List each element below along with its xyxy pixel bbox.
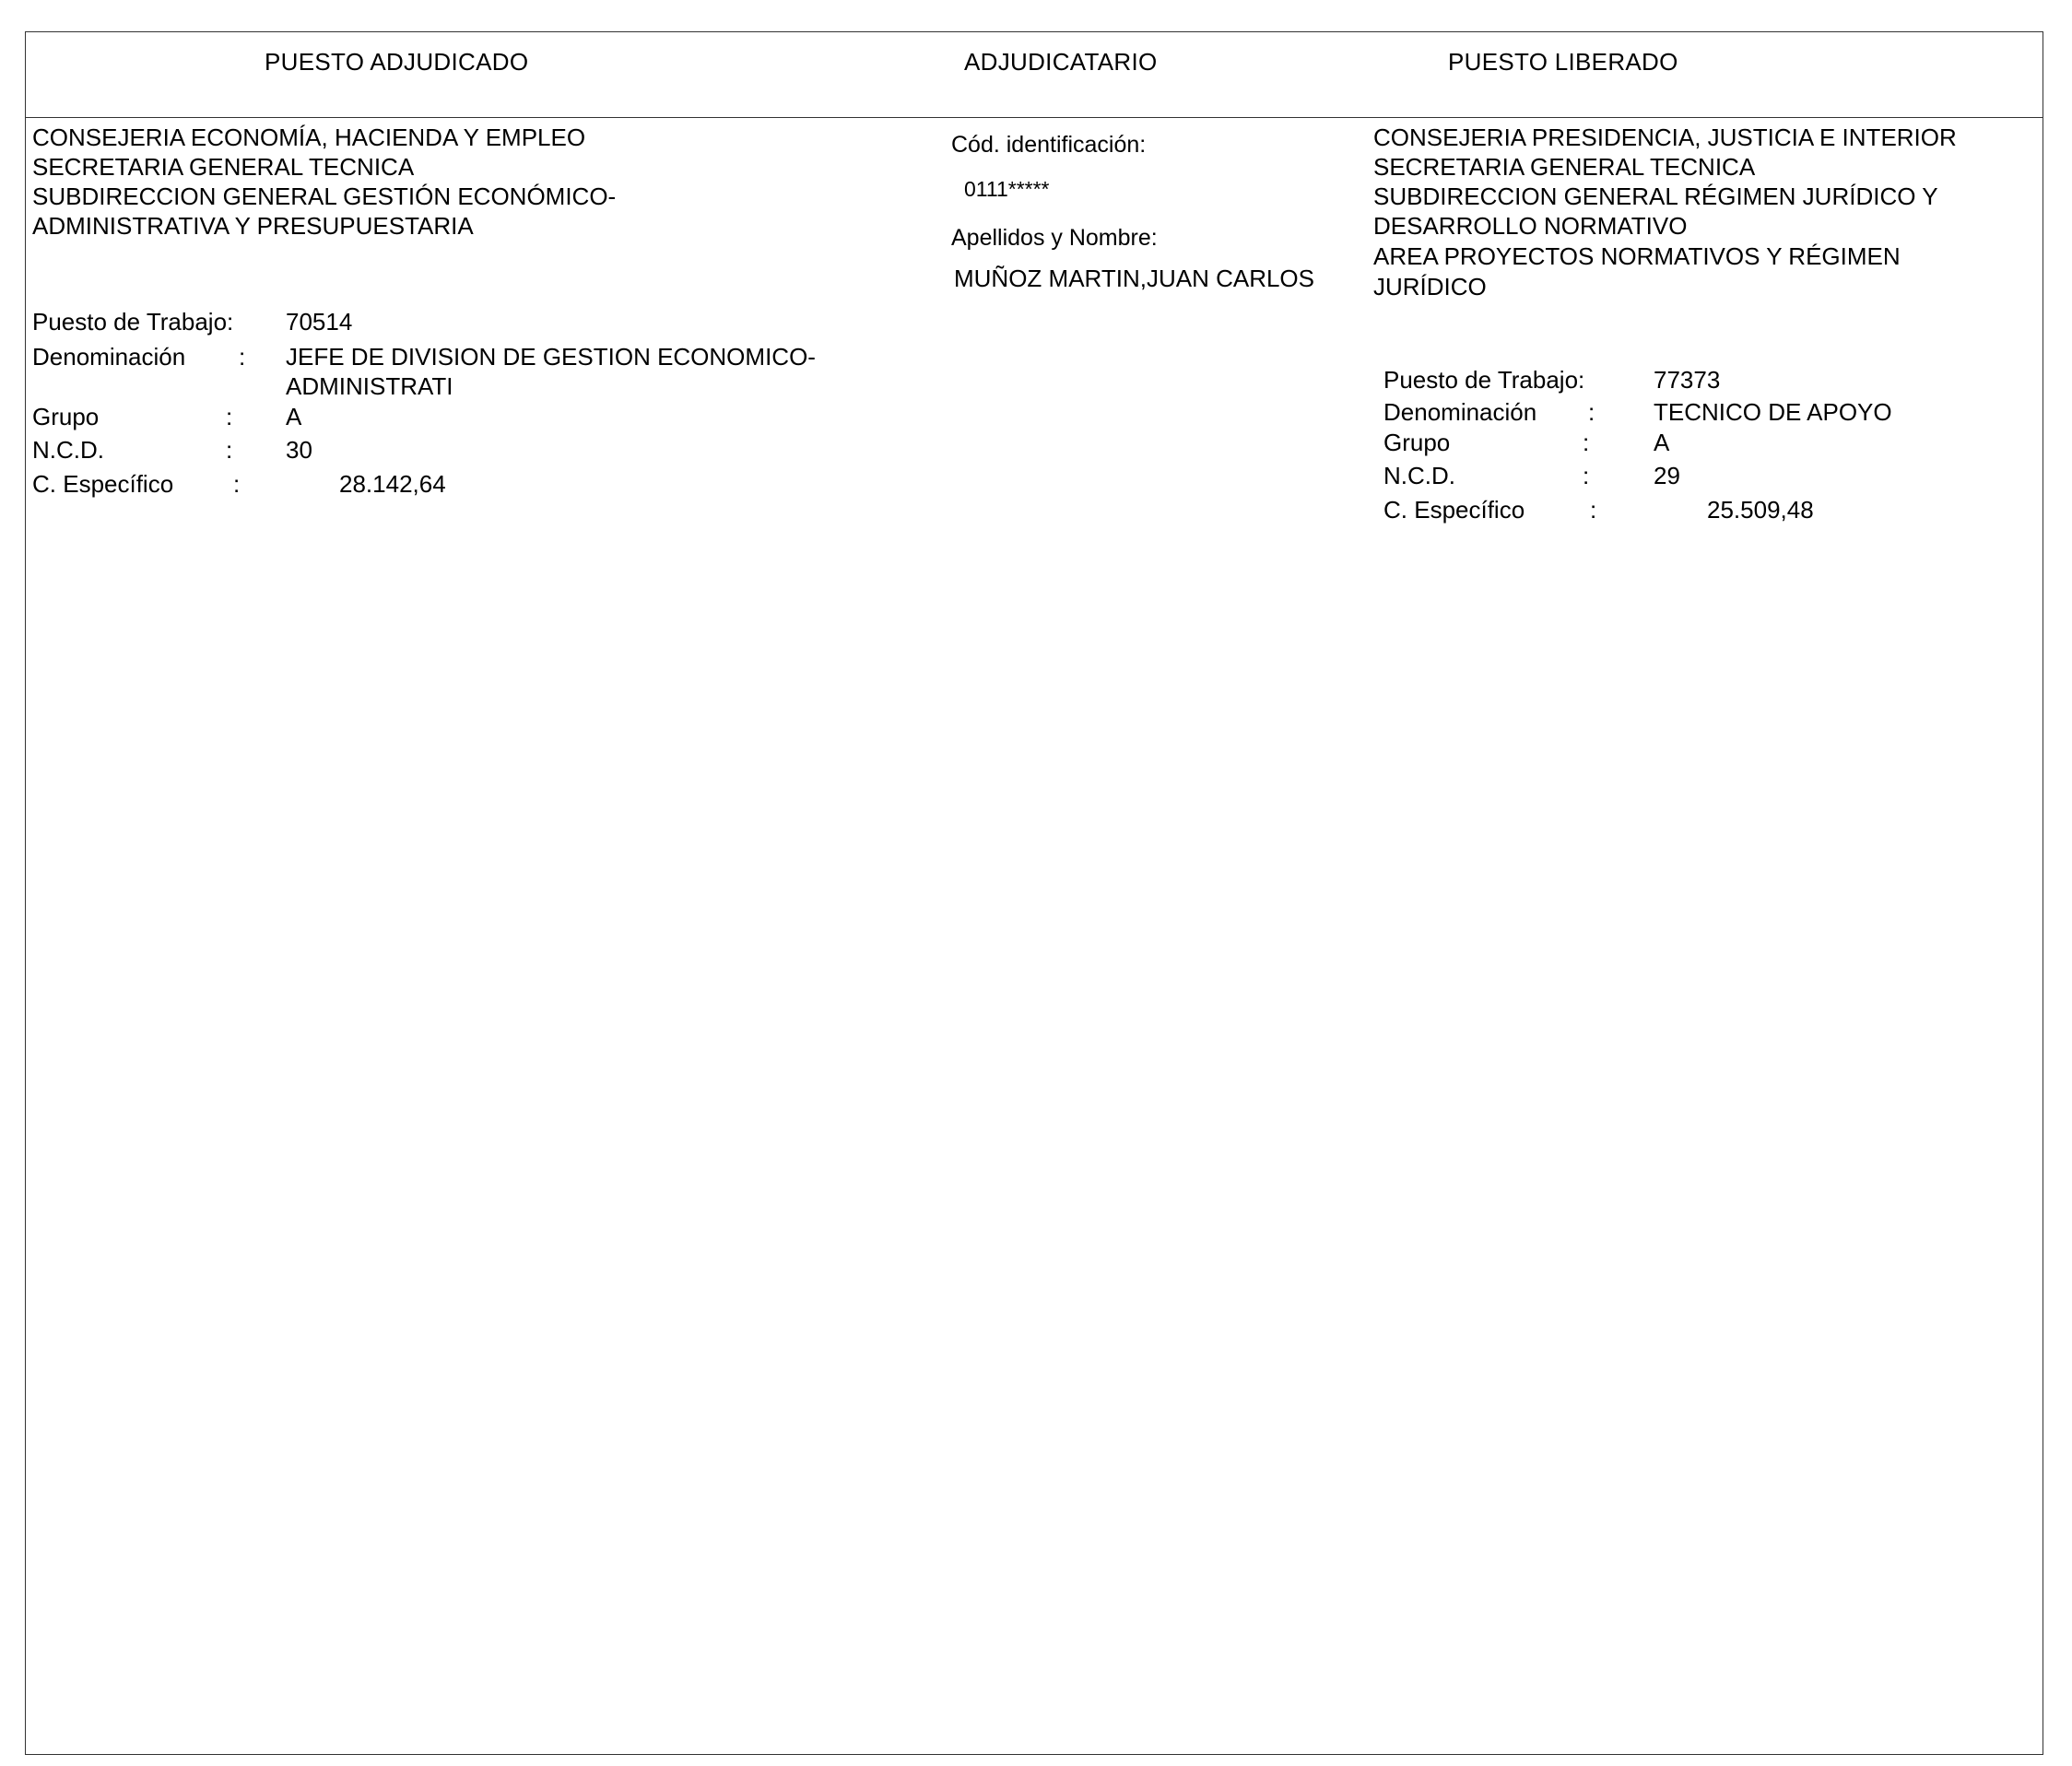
denominacion-value-cont: ADMINISTRATI [286, 372, 453, 400]
liberado-org-line: CONSEJERIA PRESIDENCIA, JUSTICIA E INTERIOR [1373, 124, 1957, 151]
colon: : [1588, 398, 1595, 426]
ncd-value: 29 [1654, 462, 1680, 489]
liberado-org-line: SECRETARIA GENERAL TECNICA [1373, 153, 1756, 181]
grupo-label: Grupo [1383, 429, 1451, 456]
adjudicado-org-line: ADMINISTRATIVA Y PRESUPUESTARIA [32, 212, 474, 240]
header-adjudicatario: ADJUDICATARIO [964, 48, 1158, 76]
grupo-value: A [1654, 429, 1670, 456]
apellidos-nombre-value: MUÑOZ MARTIN,JUAN CARLOS [954, 265, 1314, 292]
ncd-value: 30 [286, 436, 312, 464]
especifico-label: C. Específico [32, 470, 174, 498]
colon: : [1583, 462, 1590, 489]
apellidos-nombre-label: Apellidos y Nombre: [951, 225, 1158, 251]
adjudicado-org-line: SUBDIRECCION GENERAL GESTIÓN ECONÓMICO- [32, 182, 617, 210]
denominacion-label: Denominación [32, 343, 186, 371]
puesto-label: Puesto de Trabajo: [1383, 366, 1585, 394]
puesto-label: Puesto de Trabajo: [32, 308, 234, 336]
colon: : [1590, 496, 1597, 524]
liberado-org-line: JURÍDICO [1373, 273, 1487, 300]
liberado-org-line: AREA PROYECTOS NORMATIVOS Y RÉGIMEN [1373, 242, 1901, 270]
denominacion-value: TECNICO DE APOYO [1654, 398, 1892, 426]
cod-identificacion-label: Cód. identificación: [951, 132, 1147, 158]
grupo-value: A [286, 403, 302, 430]
liberado-org-line: DESARROLLO NORMATIVO [1373, 212, 1688, 240]
colon: : [226, 403, 233, 430]
denominacion-value: JEFE DE DIVISION DE GESTION ECONOMICO- [286, 343, 816, 371]
adjudicado-org-line: CONSEJERIA ECONOMÍA, HACIENDA Y EMPLEO [32, 124, 586, 151]
denominacion-label: Denominación [1383, 398, 1537, 426]
especifico-label: C. Específico [1383, 496, 1525, 524]
especifico-value: 28.142,64 [339, 470, 446, 498]
header-divider [25, 117, 2043, 118]
puesto-value: 70514 [286, 308, 353, 336]
ncd-label: N.C.D. [1383, 462, 1455, 489]
colon: : [1583, 429, 1590, 456]
colon: : [239, 343, 246, 371]
colon: : [226, 436, 233, 464]
grupo-label: Grupo [32, 403, 100, 430]
header-puesto-adjudicado: PUESTO ADJUDICADO [265, 48, 529, 76]
header-puesto-liberado: PUESTO LIBERADO [1448, 48, 1678, 76]
especifico-value: 25.509,48 [1707, 496, 1814, 524]
ncd-label: N.C.D. [32, 436, 104, 464]
liberado-org-line: SUBDIRECCION GENERAL RÉGIMEN JURÍDICO Y [1373, 182, 1938, 210]
puesto-value: 77373 [1654, 366, 1721, 394]
adjudicado-org-line: SECRETARIA GENERAL TECNICA [32, 153, 415, 181]
colon: : [233, 470, 241, 498]
cod-identificacion-value: 0111***** [964, 177, 1050, 201]
